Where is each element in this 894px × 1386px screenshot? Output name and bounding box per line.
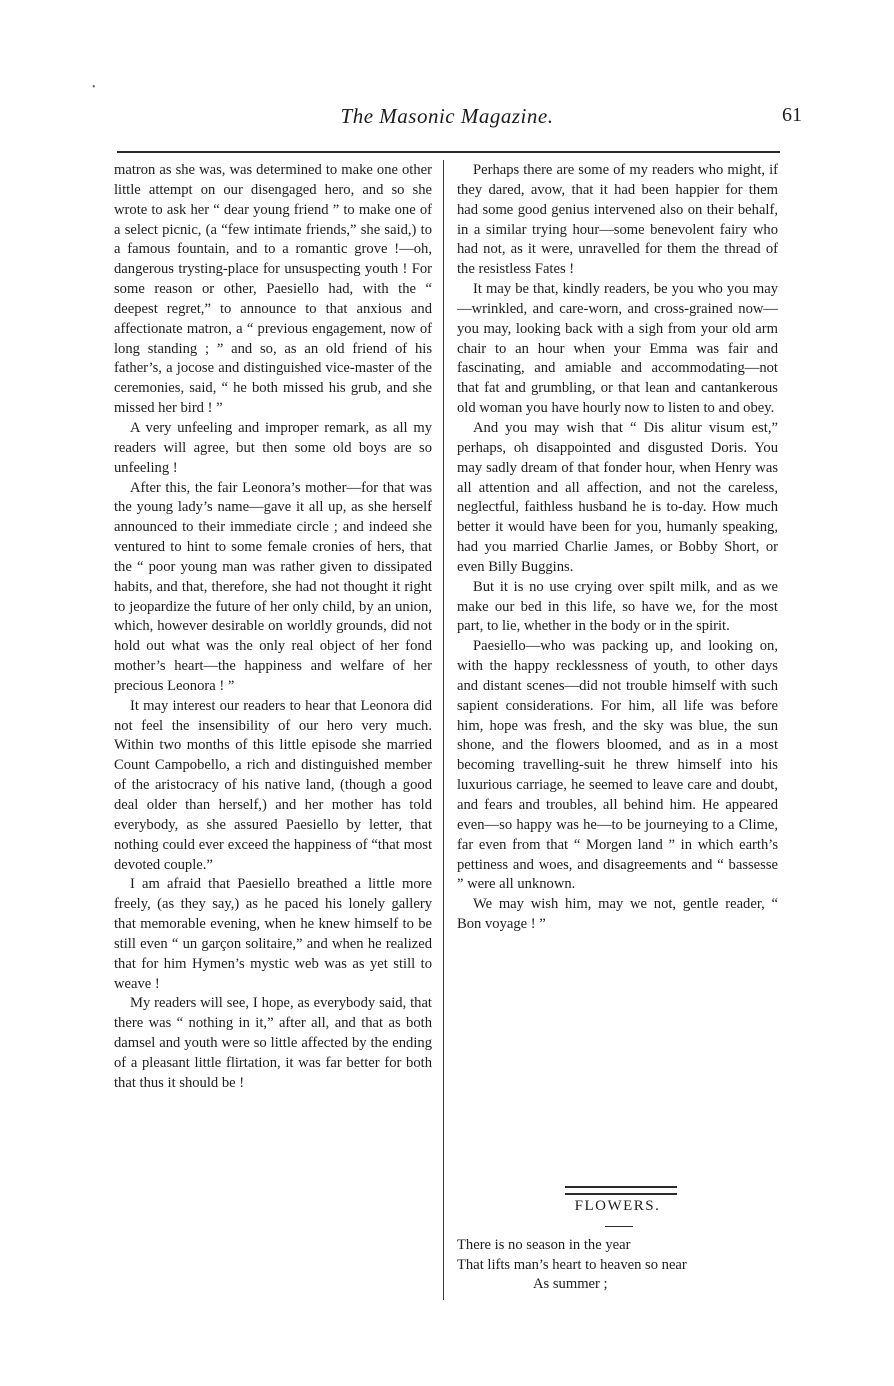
paragraph: We may wish him, may we not, gentle reader, “ Bon voyage ! ” — [457, 896, 778, 933]
paragraph: It may be that, kindly readers, be you who you may—wrinkled, and care-worn, and cross-grained now—you may, looking back with a sigh from your old arm chair to an hour when your Emma was fair and fascinating, and amiable and accommodating—not that fat and grumbling, or that lean and cantankerous old woman you have hourly now to listen to and obey. — [457, 281, 778, 417]
header-rule — [117, 151, 780, 153]
paragraph: A very unfeeling and improper remark, as all my readers will agree, but then some old boys are so unfeeling ! — [114, 419, 432, 476]
poem-line: That lifts man’s heart to heaven so near — [457, 1256, 687, 1273]
poem-title: FLOWERS. — [574, 1198, 661, 1214]
paragraph: It may interest our readers to hear that Leonora did not feel the insensibility of our hero very much. Within two months of this little episode she married Count Campobello, a rich and distinguished member of the aristocracy of his native land, (though a good deal older than herself,) and her mother has told everybody, as she assured Paesiello by letter, that nothing could ever exceed the happiness of “that most devoted couple.” — [114, 697, 432, 873]
paragraph: I am afraid that Paesiello breathed a little more freely, (as they say,) as he paced his lonely gallery that memorable evening, when he knew himself to be still even “ un garçon solitaire,” and when he realized that for him Hymen’s mystic web was as yet still to weave ! — [114, 876, 432, 992]
running-header-title: The Masonic Magazine. — [340, 104, 554, 128]
poem-line: There is no season in the year — [457, 1237, 631, 1253]
poem-title-rule — [605, 1226, 633, 1227]
paragraph: But it is no use crying over spilt milk, and as we make our bed in this life, so have we, for the most part, to lie, whether in the body or in the spirit. — [457, 578, 778, 635]
column-divider — [443, 160, 444, 1300]
paragraph: matron as she was, was determined to make one other little attempt on our disengaged hero, and so she wrote to ask her “ dear young friend ” to make one of a select picnic, (a “few intimate friends,” she said,) to a famous fountain, and to a romantic grove !—oh, dangerous trysting-place for unsuspecting youth ! For some reason or other, Paesiello had, with the “ deepest regret,” to announce to that anxious and affectionate matron, a “ previous engagement, now of long standing ; ” and so, as an old friend of his father’s, a jocose and distinguished vice-master of the ceremonies, said, “ he both missed his grub, and she missed her bird ! ” — [114, 162, 432, 417]
paragraph: Perhaps there are some of my readers who might, if they dared, avow, that it had been happier for them had some good genius intervened also on their behalf, in a similar trying hour—some benevolent fairy who had not, as it were, unravelled for them the thread of the resistless Fates ! — [457, 162, 778, 278]
paragraph: After this, the fair Leonora’s mother—for that was the young lady’s name—gave it all up, as she herself announced to their immediate circle ; and indeed she ventured to hint to some female cronies of hers, that the “ poor young man was rather given to dissipated habits, and that, therefore, she had not thought it right to jeopardize the future of her only child, by an union, which, however desirable on worldly grounds, did not hold out what was the only real object of her fond mother’s heart—the happiness and welfare of her precious Leonora ! ” — [114, 479, 432, 694]
left-column — [114, 161, 432, 1094]
paragraph: And you may wish that “ Dis alitur visum est,” perhaps, oh disappointed and disgusted Doris. You may sadly dream of that fonder hour, when Henry was all attention and all affection, and not the careless, neglectful, faithless husband he is to-day. How much better it would have been for you, humanly speaking, had you married Charlie James, or Bobby Short, or even Billy Buggins. — [457, 419, 778, 575]
paragraph: My readers will see, I hope, as everybody said, that there was “ nothing in it,” after all, and that as both damsel and youth were so little affected by the ending of a pleasant little flirtation, it was far better for both that thus it should be ! — [114, 995, 432, 1091]
poem-line: As summer ; — [533, 1276, 608, 1292]
paragraph: Paesiello—who was packing up, and looking on, with the happy recklessness of youth, to other days and distant scenes—did not trouble himself with such sapient considerations. For him, all life was before him, hope was fresh, and the sky was blue, the sun shone, and the flowers bloomed, and as in a most becoming travelling-suit he threw himself into his luxurious carriage, he seemed to leave care and doubt, and fears and troubles, all behind him. He appeared even—so happy was he—to be journeying to a Clime, far even from that “ Morgen land ” in which earth’s pettiness and woes, and disagreements and “ bassesse ” were all unknown. — [457, 638, 778, 893]
page-number: 61 — [782, 104, 802, 126]
right-column — [457, 161, 778, 935]
poem — [457, 1236, 778, 1295]
margin-mark: • — [92, 82, 96, 93]
section-double-rule — [565, 1186, 677, 1195]
